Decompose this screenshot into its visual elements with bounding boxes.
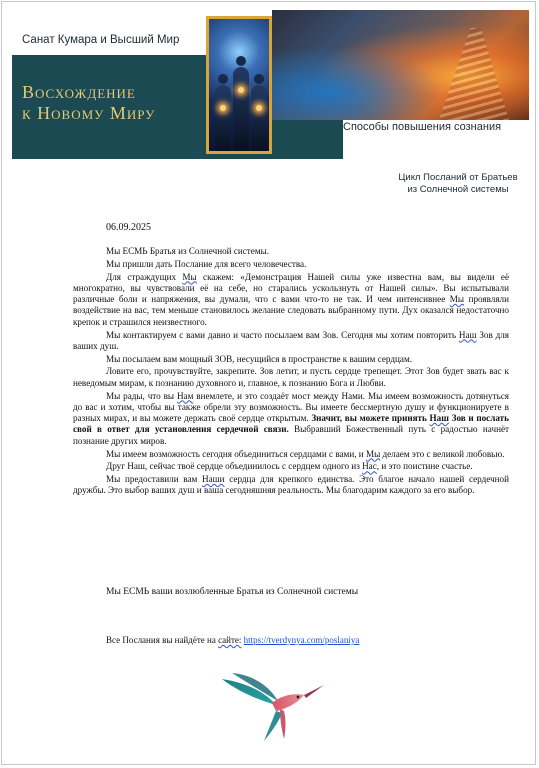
figure-center: [233, 67, 249, 151]
spell-mark: Нам: [176, 390, 194, 401]
spell-mark: Мы: [365, 448, 381, 459]
main-title-line1: Восхождение: [22, 82, 136, 102]
paragraph-1: Мы ЕСМЬ Братья из Солнечной системы.: [106, 246, 270, 256]
paragraph-3: Для страждущих Мы скажем: «Демонстрация Нашей силы уже известна вам, вы видели её многократно, вы чувствовали её на себе, но старались ускользнуть от Нашей силы». Вы испытывали различные боли и напряжения, вы думали, что с вами что-то не так. И чем интенсивнее Мы проявляли воздействие на вас, тем меньше становилось желание следовать выбранному пути. Дух оказался недостаточно крепок и страшился неизвестного.: [73, 271, 509, 327]
paragraph-6: Ловите его, прочувствуйте, закрепите. Зов летит, и пусть сердце трепещет. Этот Зов будет звать вас к неведомым мирам, к познанию духовного и, главное, к познанию Бога и Любви.: [73, 366, 509, 388]
paragraph-2: Мы пришли дать Послание для всего человечества.: [106, 258, 307, 269]
main-title-line2: к Новому Миру: [22, 103, 156, 123]
hero-image: [209, 19, 269, 151]
letter-date: 06.09.2025: [106, 222, 151, 233]
spell-mark: Наш: [429, 413, 449, 424]
spell-mark: Наш: [458, 329, 477, 340]
main-title: [22, 82, 155, 124]
hummingbird-icon: [218, 665, 328, 743]
figure-right: [251, 85, 267, 151]
cycle-line1: Цикл Посланий от Братьев: [398, 172, 518, 183]
paragraph-7: Мы рады, что вы Нам внемлете, и это создаёт мост между Нами. Мы имеем возможность дотянуться до вас и хотим, чтобы вы также обрели эту возможность. Вы имеете бессмертную душу и функционируете в разных мирах, и вы можете держать своё сердце открытым. Значит, вы можете принять Наш Зов и послать свой в ответ для установления сердечной связи. Выбравший Божественный путь с радостью начнёт познание других миров.: [73, 390, 510, 446]
site-link[interactable]: https://tverdynya.com/poslaniya: [243, 635, 360, 645]
spell-mark: Наши: [202, 474, 225, 485]
paragraph-10: Мы предоставили вам Наши сердца для крепкого единства. Это благое начало нашей сердечной дружбы. Это выбор ваших душ и ваша сегодняшняя реальность. Мы благодарим каждого за его выбор.: [73, 474, 509, 496]
stairway-image: [439, 28, 509, 120]
cycle-line2: из Солнечной системы: [407, 184, 509, 195]
hero-image-frame: [206, 16, 272, 154]
header-landscape-image: [272, 10, 529, 120]
letter-signature: Мы ЕСМЬ ваши возлюбленные Братья из Солнечной системы: [106, 587, 359, 597]
spell-mark: сайте:: [218, 635, 242, 645]
paragraph-4: Мы контактируем с вами давно и часто посылаем вам Зов. Сегодня мы хотим повторить Наш Зов для ваших душ.: [73, 329, 509, 351]
paragraph-5: Мы посылаем вам мощный ЗОВ, несущийся в пространстве к вашим сердцам.: [106, 353, 413, 364]
spell-mark: Мы: [449, 294, 465, 305]
paragraph-9: Друг Наш, сейчас твоё сердце объединилось с сердцем одного из Нас, и это поистине счастье.: [106, 461, 473, 472]
subtitle: Способы повышения сознания: [343, 121, 502, 133]
cycle-caption: [383, 172, 533, 196]
spell-mark: Мы: [182, 271, 197, 282]
spell-mark: Нас: [362, 461, 377, 472]
letter-body: [73, 246, 509, 498]
figure-left: [215, 85, 231, 151]
footer-note: Все Послания вы найдёте на сайте: https://tverdynya.com/poslaniya: [106, 635, 360, 645]
series-title: Санат Кумара и Высший Мир: [22, 34, 180, 46]
paragraph-8: Мы имеем возможность сегодня объединиться сердцами с вами, и Мы делаем это с великой любовью.: [106, 448, 505, 459]
